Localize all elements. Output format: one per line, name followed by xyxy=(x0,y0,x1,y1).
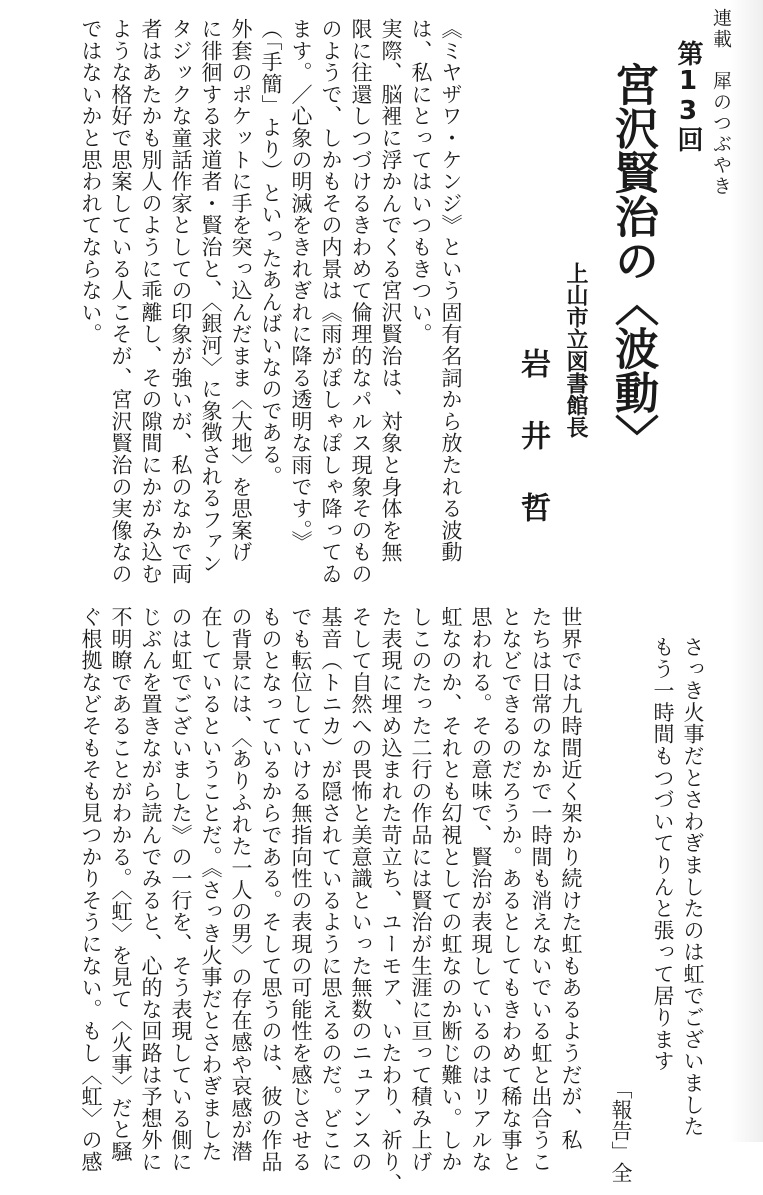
text-line: たちは日常のなかで一時間も消えないでいる虹と出合うこ xyxy=(529,606,553,1173)
top-body-text xyxy=(38,18,466,585)
article-title: 宮沢賢治の〈波動〉 xyxy=(607,62,658,458)
text-line: じぶんを置きながら読んでみると、心的な回路は予想外に xyxy=(139,606,163,1173)
text-line: ではないかと思われてならない。 xyxy=(79,18,103,345)
text-line: 外套のポケットに手を突っ込んだまま〈大地〉を思案げ xyxy=(229,18,253,563)
text-line: のは虹でございました》の一行を、そう表現している側に xyxy=(169,606,193,1173)
series-label: 連載 犀のつぶやき xyxy=(710,8,732,197)
text-line: 不明瞭であることがわかる。〈虹〉を見て〈火事〉だと騒 xyxy=(109,606,133,1163)
text-line: 思われる。その意味で、賢治が表現しているのはリアルな xyxy=(469,606,493,1173)
author-name: 岩井哲 xyxy=(515,348,550,564)
text-line: となどできるのだろうか。あるとしてもきわめて稀な事と xyxy=(499,606,523,1173)
text-line: 《ミヤザワ・ケンジ》という固有名詞から放たれる波動 xyxy=(439,18,463,563)
episode-number: 第13回 xyxy=(673,40,703,152)
bottom-body-text xyxy=(38,606,586,1195)
text-line: のようで、しかもその内景は《雨がぽしゃぽしゃ降ってゐ xyxy=(319,18,343,585)
text-line: 限に往還しつづけるきわめて倫理的なパルス現象そのもの xyxy=(349,18,373,585)
text-line: （「手簡」より）といったあんばいなのである。 xyxy=(259,18,283,488)
poem-line: さっき火事だとさわぎましたのは虹でございました xyxy=(681,636,705,1138)
poem-line: もう一時間もつづいてりんと張って居ります xyxy=(651,636,675,1072)
text-line: 虹なのか、それとも幻視としての虹なのか断じ難い。しか xyxy=(439,606,463,1173)
text-line: 世界では九時間近く架かり続けた虹もあるようだが、私 xyxy=(559,606,583,1151)
text-line: そして自然への畏怖と美意識といった無数のニュアンスの xyxy=(349,606,373,1173)
text-line: タジックな童話作家としての印象が強いが、私のなかで両 xyxy=(169,18,193,585)
text-line: しこのたった二行の作品には賢治が生涯に亘って積み上げ xyxy=(409,606,433,1173)
text-line: に徘徊する求道者・賢治と、〈銀河〉に象徴されるファン xyxy=(199,18,223,575)
text-line: ます。／心象の明滅をきれぎれに降る透明な雨です。》 xyxy=(289,18,313,553)
text-line: ものとなっているからである。そして思うのは、彼の作品 xyxy=(259,606,283,1173)
poem-source: 「報告」全 xyxy=(609,1078,633,1183)
text-line: でも転位していける無指向性の表現の可能性を感じさせる xyxy=(289,606,313,1173)
author-role: 上山市立図書館長 xyxy=(563,262,588,438)
quoted-poem xyxy=(648,636,708,1137)
text-line: 者はあたかも別人のように乖離し、その隙間にかがみ込む xyxy=(139,18,163,585)
text-line: た表現に埋め込まれた苛立ち、ユーモア、いたわり、祈り、 xyxy=(379,606,403,1195)
text-line: は、私にとってはいつもきつい。 xyxy=(409,18,433,345)
text-line: 実際、脳裡に浮かんでくる宮沢賢治は、対象と身体を無 xyxy=(379,18,403,563)
text-line: 在しているということだ。《さっき火事だとさわぎました xyxy=(199,606,223,1163)
text-line: 基音（トニカ）が隠されているように思えるのだ。どこに xyxy=(319,606,343,1173)
text-line: ような格好で思案している人こそが、宮沢賢治の実像なの xyxy=(109,18,133,585)
text-line: の背景には、〈ありふれた一人の男〉の存在感や哀感が潜 xyxy=(229,606,253,1163)
text-line: ぐ根拠などそもそも見つかりそうにない。もし〈虹〉の感 xyxy=(79,606,103,1173)
